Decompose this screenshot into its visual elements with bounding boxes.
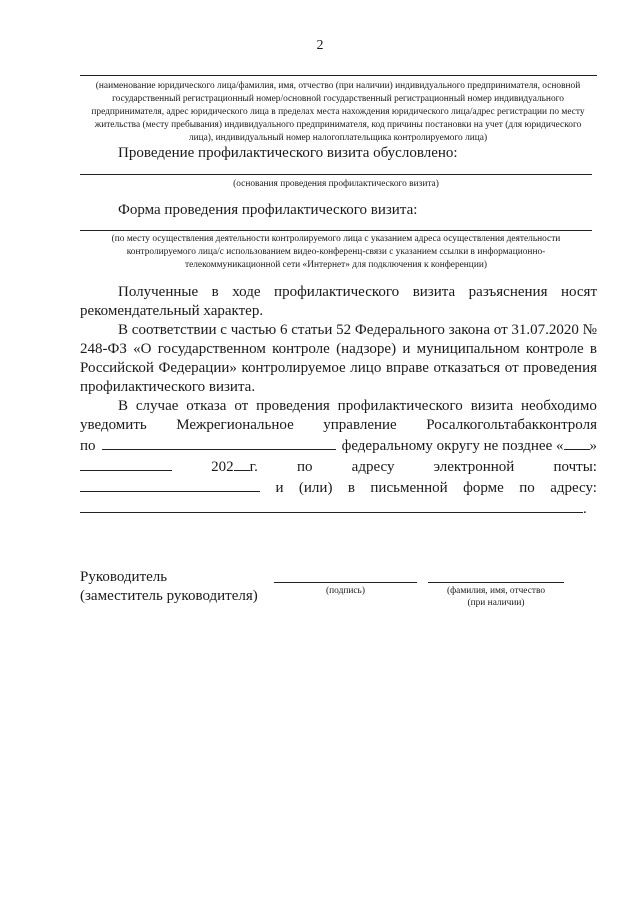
year-blank-field[interactable] [234,456,250,471]
word: почты: [553,459,597,475]
email-blank-field[interactable] [80,477,260,492]
basis-caption: (основания проведения профилактического визита) [233,179,439,189]
year-suffix: г. [249,459,258,475]
end-mark: . [583,501,587,517]
paragraph-2: В соответствии с частью 6 статьи 52 Федерального закона от 31.07.2020 № 248-ФЗ «О государственном контроле (надзоре) и муниципальном контроле в Российской Федерации» контролируемое лицо вправе отказаться от проведения профилактического визита. [80,322,597,395]
word: Росалкогольтабакконтроля [426,417,597,433]
word: Межрегиональное [176,417,294,433]
form-label: Форма проведения профилактического визита: [118,202,418,218]
word: необходимо [521,398,597,414]
form-caption: (по месту осуществления деятельности контролируемого лица с указанием адреса осуществления деятельности контролируемого лица/с использованием видео-конференц-связи с указанием ссылки в информационно-телекоммуникационной сети «Интернет» для подключения к конференции) [111,234,561,270]
word: профилактического [337,398,463,414]
quote-close: » [589,438,597,454]
paragraph-3 [80,397,597,519]
basis-label: Проведение профилактического визита обусловлено: [118,145,458,161]
word: по [297,459,313,475]
name-line [428,582,564,583]
word: В [118,398,129,414]
basis-line [80,174,592,175]
word: и [275,480,284,496]
month-blank-field[interactable] [80,456,172,471]
word: отказа [186,398,227,414]
signatory-title-line-2: (заместитель руководителя) [80,588,258,604]
word: от [234,398,249,414]
name-caption [428,585,564,609]
word: адресу: [550,480,597,496]
name-caption-line-1: (фамилия, имя, отчество [446,586,546,596]
word: электронной [433,459,515,475]
word: адресу [351,459,395,475]
signatory-title [80,568,258,606]
postal-address-blank-field[interactable] [80,498,583,513]
signatory-title-line-1: Руководитель [80,569,168,585]
day-blank-field[interactable] [564,435,590,450]
word: (или) [298,480,333,496]
word: форме [463,480,504,496]
word: визита [470,398,514,414]
deadline-text: федеральному округу не позднее « [341,438,564,454]
signature-caption: (подпись) [326,586,365,596]
word: по [519,480,535,496]
word: уведомить [80,417,147,433]
org-caption: (наименование юридического лица/фамилия, имя, отчество (при наличии) индивидуального предпринимателя, основной государственный регистрационный номер/основной государственный регистрационный номер индивидуального предпринимателя, адрес юридического лица в пределах места нахождения юридического лица/адрес регистрации по месту жительства (месту пребывания) индивидуального предпринимателя, код причины постановки на учет (для юридического лица), индивидуальный номер налогоплательщика контролируемого лица) [91,81,585,143]
name-caption-line-2: (при наличии) [467,598,525,608]
word: письменной [370,480,448,496]
word: случае [135,398,179,414]
year-prefix: 202 [211,459,234,475]
word: проведения [256,398,330,414]
body-text [80,283,597,519]
word: по [80,438,96,454]
word: управление [323,417,397,433]
org-line [80,75,597,76]
page-number: 2 [316,38,324,53]
district-blank-field[interactable] [102,435,336,450]
form-line [80,230,592,231]
paragraph-1: Полученные в ходе профилактического визита разъяснения носят рекомендательный характер. [80,284,597,319]
signature-line [274,582,417,583]
word: в [347,480,355,496]
